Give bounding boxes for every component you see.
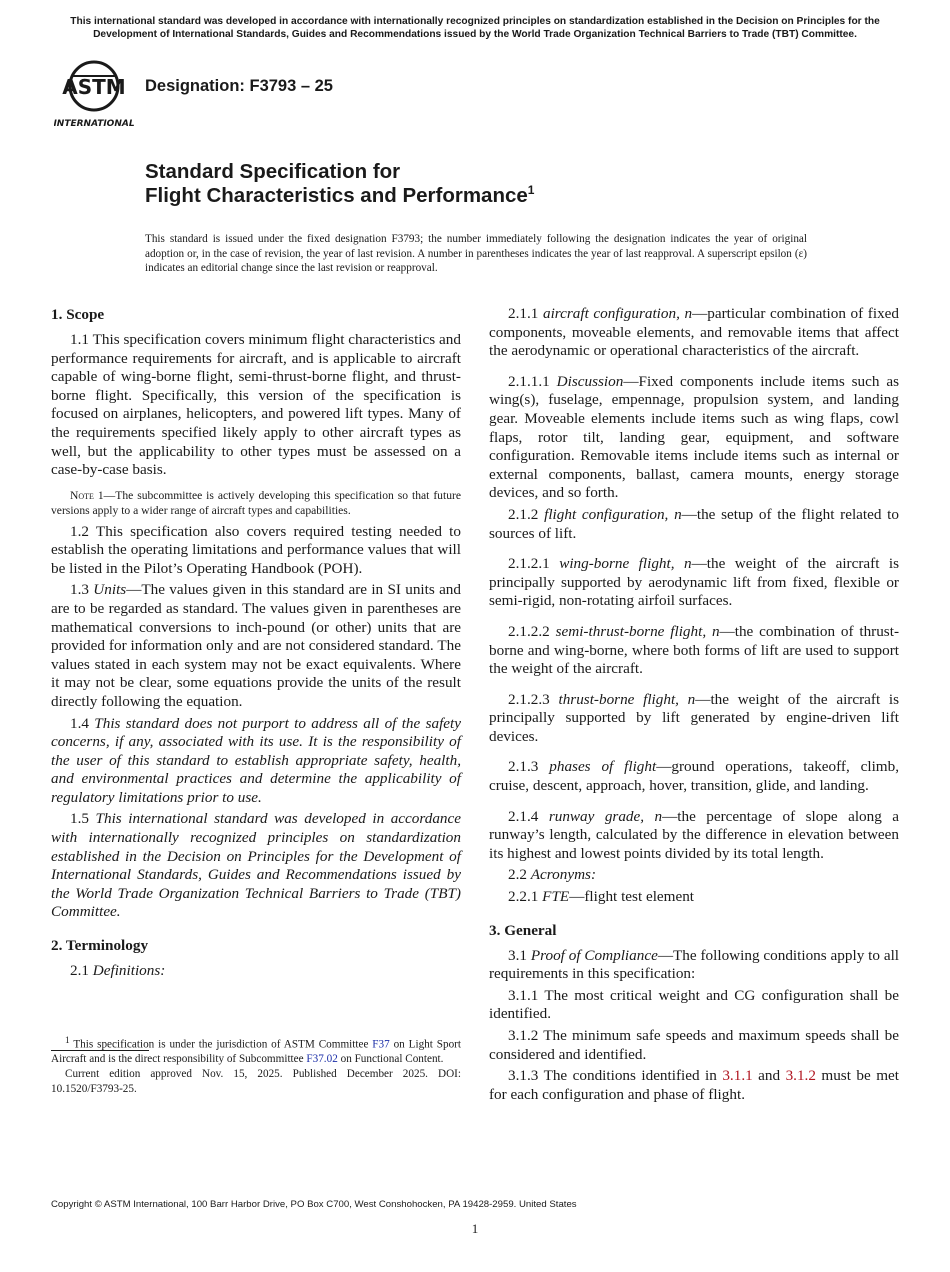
para-1-2: 1.2 This specification also covers required testing needed to establish the operating limitations and performance values that will be listed in the Pilot’s Operating Handbook (POH). [51,522,461,577]
logo-subtitle: INTERNATIONAL [54,119,134,129]
def-2-1-2-2-text: —the combination of thrust-borne and wing-borne, where both forms of lift are used to support the weight of the aircraft. [489,622,899,678]
footnote-text-c: on Functional Content. [337,1053,444,1066]
def-2-1-2-2 [489,623,899,679]
para-2-1 [51,962,461,981]
astm-logo-icon [54,56,134,130]
def-2-1-4-num: 2.1.4 [508,807,549,825]
note-1 [51,488,461,519]
def-2-1-3-num: 2.1.3 [508,758,550,776]
def-2-2 [489,866,899,885]
def-2-1-1-1-text: —Fixed components include items such as wing(s), fuselage, empennage, propulsion system, and landing gear. Moveable elements include items such as wing flaps, cowl flaps, rotor tilt, landing gear, equipment, and software configuration. Removable items include items such as internal or external components, ballast, camera mounts, energy storage devices, and so forth. [489,372,900,502]
def-2-1-2-text: —the setup of the flight related to sources of lift. [489,505,899,542]
def-2-1-2-1-num: 2.1.2.1 [508,555,560,573]
xref-3-1-1-link[interactable]: 3.1.1 [722,1067,753,1085]
para-1-5 [51,810,461,922]
subcommittee-link[interactable]: F37.02 [306,1053,338,1066]
para-1-3-text: —The values given in this standard are in SI units and are to be regarded as standard. The values given in parentheses are mathematical conversions to inch-pound (or other) units that are provided for information only and are not considered standard. The values stated in each system may not be exact equivalents. Where it may not be clear, some equations provide the units of the result directly following the equation. [51,581,461,710]
def-2-2-term: Acronyms: [530,866,597,884]
def-2-1-3-text: —ground operations, takeoff, climb, cruise, descent, approach, hover, transition, glide, and landing. [489,758,900,795]
def-2-1-2-1-text: —the weight of the aircraft is principally supported by aerodynamic lift from fixed, flexible or semi-rigid, non-rotating airfoil surfaces. [489,555,899,610]
left-column [51,305,461,984]
issue-statement: This standard is issued under the fixed designation F3793; the number immediately following the designation indicates the year of original adoption or, in the case of revision, the year of last revision. A number in parentheses indicates the year of last reapproval. A superscript epsilon (ε) indicates an editorial change since the last revision or reapproval. [145,233,807,275]
designation: Designation: F3793 – 25 [145,77,333,95]
para-3-1-num: 3.1 [508,946,531,964]
para-3-1 [489,947,899,984]
def-2-2-1-term: FTE [542,888,570,906]
xref-3-1-2-link[interactable]: 3.1.2 [785,1067,816,1085]
def-2-2-1-text: —flight test element [569,888,695,906]
section-3-heading: 3. General [489,921,557,939]
para-1-4-num: 1.4 [70,714,95,732]
note-1-text: —The subcommittee is actively developing this specification so that future versions apply to a wider range of aircraft types and capabilities. [51,488,461,518]
footnote-1 [51,1034,461,1067]
title-line-1: Standard Specification for [145,160,401,183]
def-2-1-1-1-num: 2.1.1.1 [508,372,557,390]
def-2-1-4 [489,808,899,864]
para-2-1-term: Definitions: [92,962,166,980]
def-2-1-2-3-num: 2.1.2.3 [508,690,559,708]
para-3-1-text: —The following conditions apply to all requirements in this specification: [489,946,900,983]
def-2-1-2-1 [489,555,899,611]
para-2-1-num: 2.1 [70,962,93,980]
para-1-3 [51,581,461,711]
def-2-1-2-3 [489,691,899,747]
footnote-text-a: This specification is under the jurisdiction of ASTM Committee [69,1038,373,1051]
def-2-1-1-1 [489,373,899,503]
def-2-1-2-3-term: thrust-borne flight, n [558,690,696,708]
top-notice: This international standard was developed in accordance with internationally recognized principles on standardization established in the Decision on Principles for the Development of International Standards, Guides and Recommendations issued by the World Trade Organization Technical Barriers to Trade (TBT) Committee. [70,16,880,40]
para-1-5-text: This international standard was developed in accordance with internationally recognized principles on standardization established in the Decision on Principles for the Development of International Standards, Guides and Recommendations issued by the World Trade Organization Technical Barriers to Trade (TBT) Committee. [51,810,461,921]
copyright: Copyright © ASTM International, 100 Barr Harbor Drive, PO Box C700, West Conshohocken, PA 19428-2959. United States [51,1199,577,1210]
para-3-1-1: 3.1.1 The most critical weight and CG configuration shall be identified. [489,986,899,1023]
def-2-1-4-term: runway grade, n [548,807,663,825]
def-2-1-1-num: 2.1.1 [508,305,543,322]
def-2-1-2-term: flight configuration, n [544,505,682,523]
def-2-1-2 [489,506,899,543]
footnote-text-b: on Light Sport Aircraft and is the direct responsibility of Subcommittee [51,1038,462,1066]
para-1-4-text: This standard does not purport to address all of the safety concerns, if any, associated with its use. It is the responsibility of the user of this standard to establish appropriate safety, health, and environmental practices and determine the applicability of regulatory limitations prior to use. [51,714,461,806]
def-2-1-1 [489,305,899,361]
section-1-heading: 1. Scope [51,306,105,323]
note-1-label: Note 1 [70,488,104,502]
def-2-1-1-1-term: Discussion [556,372,624,390]
para-3-1-3 [489,1067,899,1104]
right-column [489,305,899,1107]
para-1-4 [51,715,461,808]
para-1-3-term: Units [93,581,127,599]
def-2-1-4-text: —the percentage of slope along a runway’s length, calculated by the difference in elevation between its highest and lowest points divided by its total length. [489,807,900,862]
section-2-heading: 2. Terminology [51,937,149,955]
title-line-2 [145,184,534,208]
para-1-3-num: 1.3 [70,581,94,599]
para-1-5-num: 1.5 [70,810,96,828]
para-3-1-term: Proof of Compliance [530,946,658,964]
def-2-1-1-term: aircraft configuration, n [542,305,693,322]
para-3-1-2: 3.1.2 The minimum safe speeds and maximum speeds shall be considered and identified. [489,1027,899,1063]
footnote [51,1034,461,1096]
astm-logo [54,56,134,130]
def-2-1-1-text: —particular combination of fixed components, moveable elements, and removable items that affect the aerodynamic or operational characteristics of the aircraft. [489,305,900,360]
title-line-2-text: Flight Characteristics and Performance [145,184,528,207]
edition-note: Current edition approved Nov. 15, 2025. Published December 2025. DOI: 10.1520/F3793-25. [51,1067,461,1095]
footnote-mark: 1 [65,1036,70,1046]
def-2-1-2-3-text: —the weight of the aircraft is principally supported by lift generated by engine-driven lift devices. [489,690,899,745]
para-3-1-3-text-b: must be met for each configuration and phase of flight. [489,1067,899,1103]
def-2-2-1-num: 2.2.1 [508,888,543,906]
def-2-1-3-term: phases of flight [549,758,657,776]
def-2-1-3 [489,758,899,795]
para-3-1-3-text-a: 3.1.3 The conditions identified in [508,1067,723,1085]
document-title [145,160,534,208]
para-3-1-3-and: and [752,1067,786,1085]
def-2-2-num: 2.2 [508,866,531,884]
def-2-2-1 [489,888,899,907]
def-2-1-2-2-num: 2.1.2.2 [508,622,556,640]
para-1-1: 1.1 This specification covers minimum flight characteristics and performance requirements for aircraft, and is applicable to aircraft capable of wing-borne flight, semi-thrust-borne flight, and thrust-borne flight. Specifically, this version of the specification is focused on airplanes, helicopters, and powered lift types. Many of the requirements specified likely apply to other aircraft types as well, but the applicability to other types must be assessed on a case-by-case basis. [51,331,461,479]
def-2-1-2-1-term: wing-borne flight, n [559,555,692,573]
committee-link[interactable]: F37 [372,1038,390,1051]
logo-wordmark: ASTM [62,75,126,99]
def-2-1-2-2-term: semi-thrust-borne flight, n [555,622,720,640]
page-number: 1 [471,1221,479,1236]
title-footnote-mark[interactable]: 1 [527,183,535,198]
def-2-1-2-num: 2.1.2 [508,505,545,523]
